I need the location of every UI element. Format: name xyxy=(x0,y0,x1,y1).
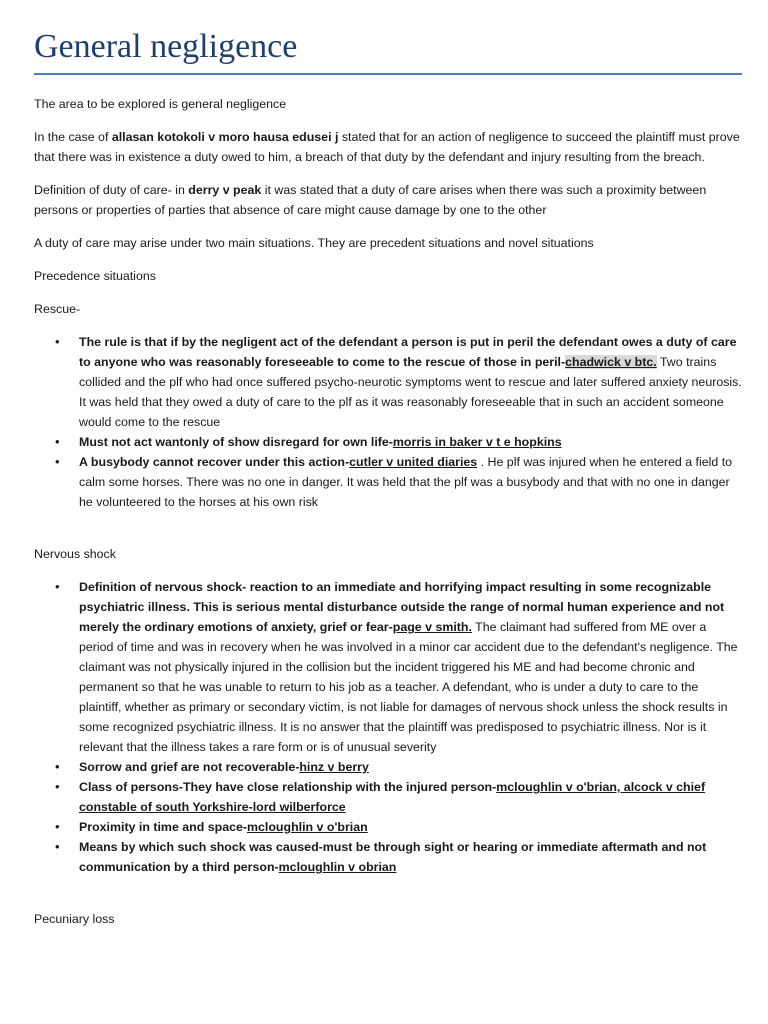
rescue-heading: Rescue- xyxy=(34,302,81,316)
case-link: morris in baker v t e hopkins xyxy=(392,435,562,449)
case-link: mcloughlin v o'brian xyxy=(247,820,368,834)
case-link: mcloughlin v obrian xyxy=(278,860,397,874)
list-item: • Proximity in time and space-mcloughlin v o'brian xyxy=(79,817,742,837)
case-link: hinz v berry xyxy=(299,760,369,774)
rescue-list xyxy=(34,332,742,512)
list-item: • Must not act wantonly of show disregard for own life-morris in baker v t e hopkins xyxy=(79,432,742,452)
pecuniary-loss-heading: Pecuniary loss xyxy=(34,912,115,926)
case-link: page v smith. xyxy=(392,620,472,634)
nervous-shock-list xyxy=(34,577,742,877)
page-title: General negligence xyxy=(34,28,298,65)
title-rule xyxy=(34,73,742,75)
situations-paragraph: A duty of care may arise under two main situations. They are precedent situations and novel situations xyxy=(34,236,594,250)
list-item: • Definition of nervous shock- reaction to an immediate and horrifying impact resulting in some recognizable psychiatric illness. This is serious mental disturbance outside the range of normal human experience and not merely the ordinary emotions of anxiety, grief or fear-page v smith. The claimant had suffered from ME over a period of time and was in recovery when he was involved in a minor car accident due to the defendant's negligence. The claimant was not physically injured in the collision but the incident triggered his ME and had become chronic and permanent so that he was unable to return to his job as a teacher. A defendant, who is under a duty to care to the plaintiff, whether as primary or secondary victim, is not liable for damages of nervous shock unless the shock results in some recognized psychiatric illness. It is no answer that the plaintiff was predisposed to psychiatric illness. Nor is it relevant that the illness takes a rare form or is of unusual severity xyxy=(79,577,742,757)
duty-paragraph: In the case of allasan kotokoli v moro hausa edusei j stated that for an action of negligence to succeed the plaintiff must prove that there was in existence a duty owed to him, a breach of that duty by the defendant and injury resulting from the breach. xyxy=(34,130,740,164)
intro-paragraph: The area to be explored is general negligence xyxy=(34,97,287,111)
definition-paragraph: Definition of duty of care- in derry v peak it was stated that a duty of care arises when there was such a proximity between persons or properties of parties that absence of care might cause damage by one to the other xyxy=(34,183,707,217)
precedence-heading: Precedence situations xyxy=(34,269,156,283)
list-item: • Sorrow and grief are not recoverable-hinz v berry xyxy=(79,757,742,777)
document-body xyxy=(34,94,742,942)
nervous-shock-heading: Nervous shock xyxy=(34,547,116,561)
list-item: • The rule is that if by the negligent act of the defendant a person is put in peril the defendant owes a duty of care to anyone who was reasonably foreseeable to come to the rescue of those in peril-chadwick v btc. Two trains collided and the plf who had once suffered psycho-neurotic symptoms went to rescue and later suffered anxiety neurosis. It was held that they owed a duty of care to the plf as it was reasonably foreseeable that in such an accident someone would come to the rescue xyxy=(79,332,742,432)
list-item: • A busybody cannot recover under this action-cutler v united diaries . He plf was injured when he entered a field to calm some horses. There was no one in danger. It was held that the plf was a busybody and that with no one in danger he volunteered to the horses at his own risk xyxy=(79,452,742,512)
case-citation: derry v peak xyxy=(188,183,262,197)
case-citation: allasan kotokoli v moro hausa edusei j xyxy=(111,130,339,144)
case-link: mcloughlin v o'brian, alcock v chief constable of south Yorkshire-lord wilberforce xyxy=(79,780,706,814)
list-item: • Class of persons-They have close relationship with the injured person-mcloughlin v o'brian, alcock v chief constable of south Yorkshire-lord wilberforce xyxy=(79,777,742,817)
list-item: • Means by which such shock was caused-must be through sight or hearing or immediate aftermath and not communication by a third person-mcloughlin v obrian xyxy=(79,837,742,877)
case-link: chadwick v btc. xyxy=(565,355,657,369)
case-link: cutler v united diaries xyxy=(349,455,478,469)
